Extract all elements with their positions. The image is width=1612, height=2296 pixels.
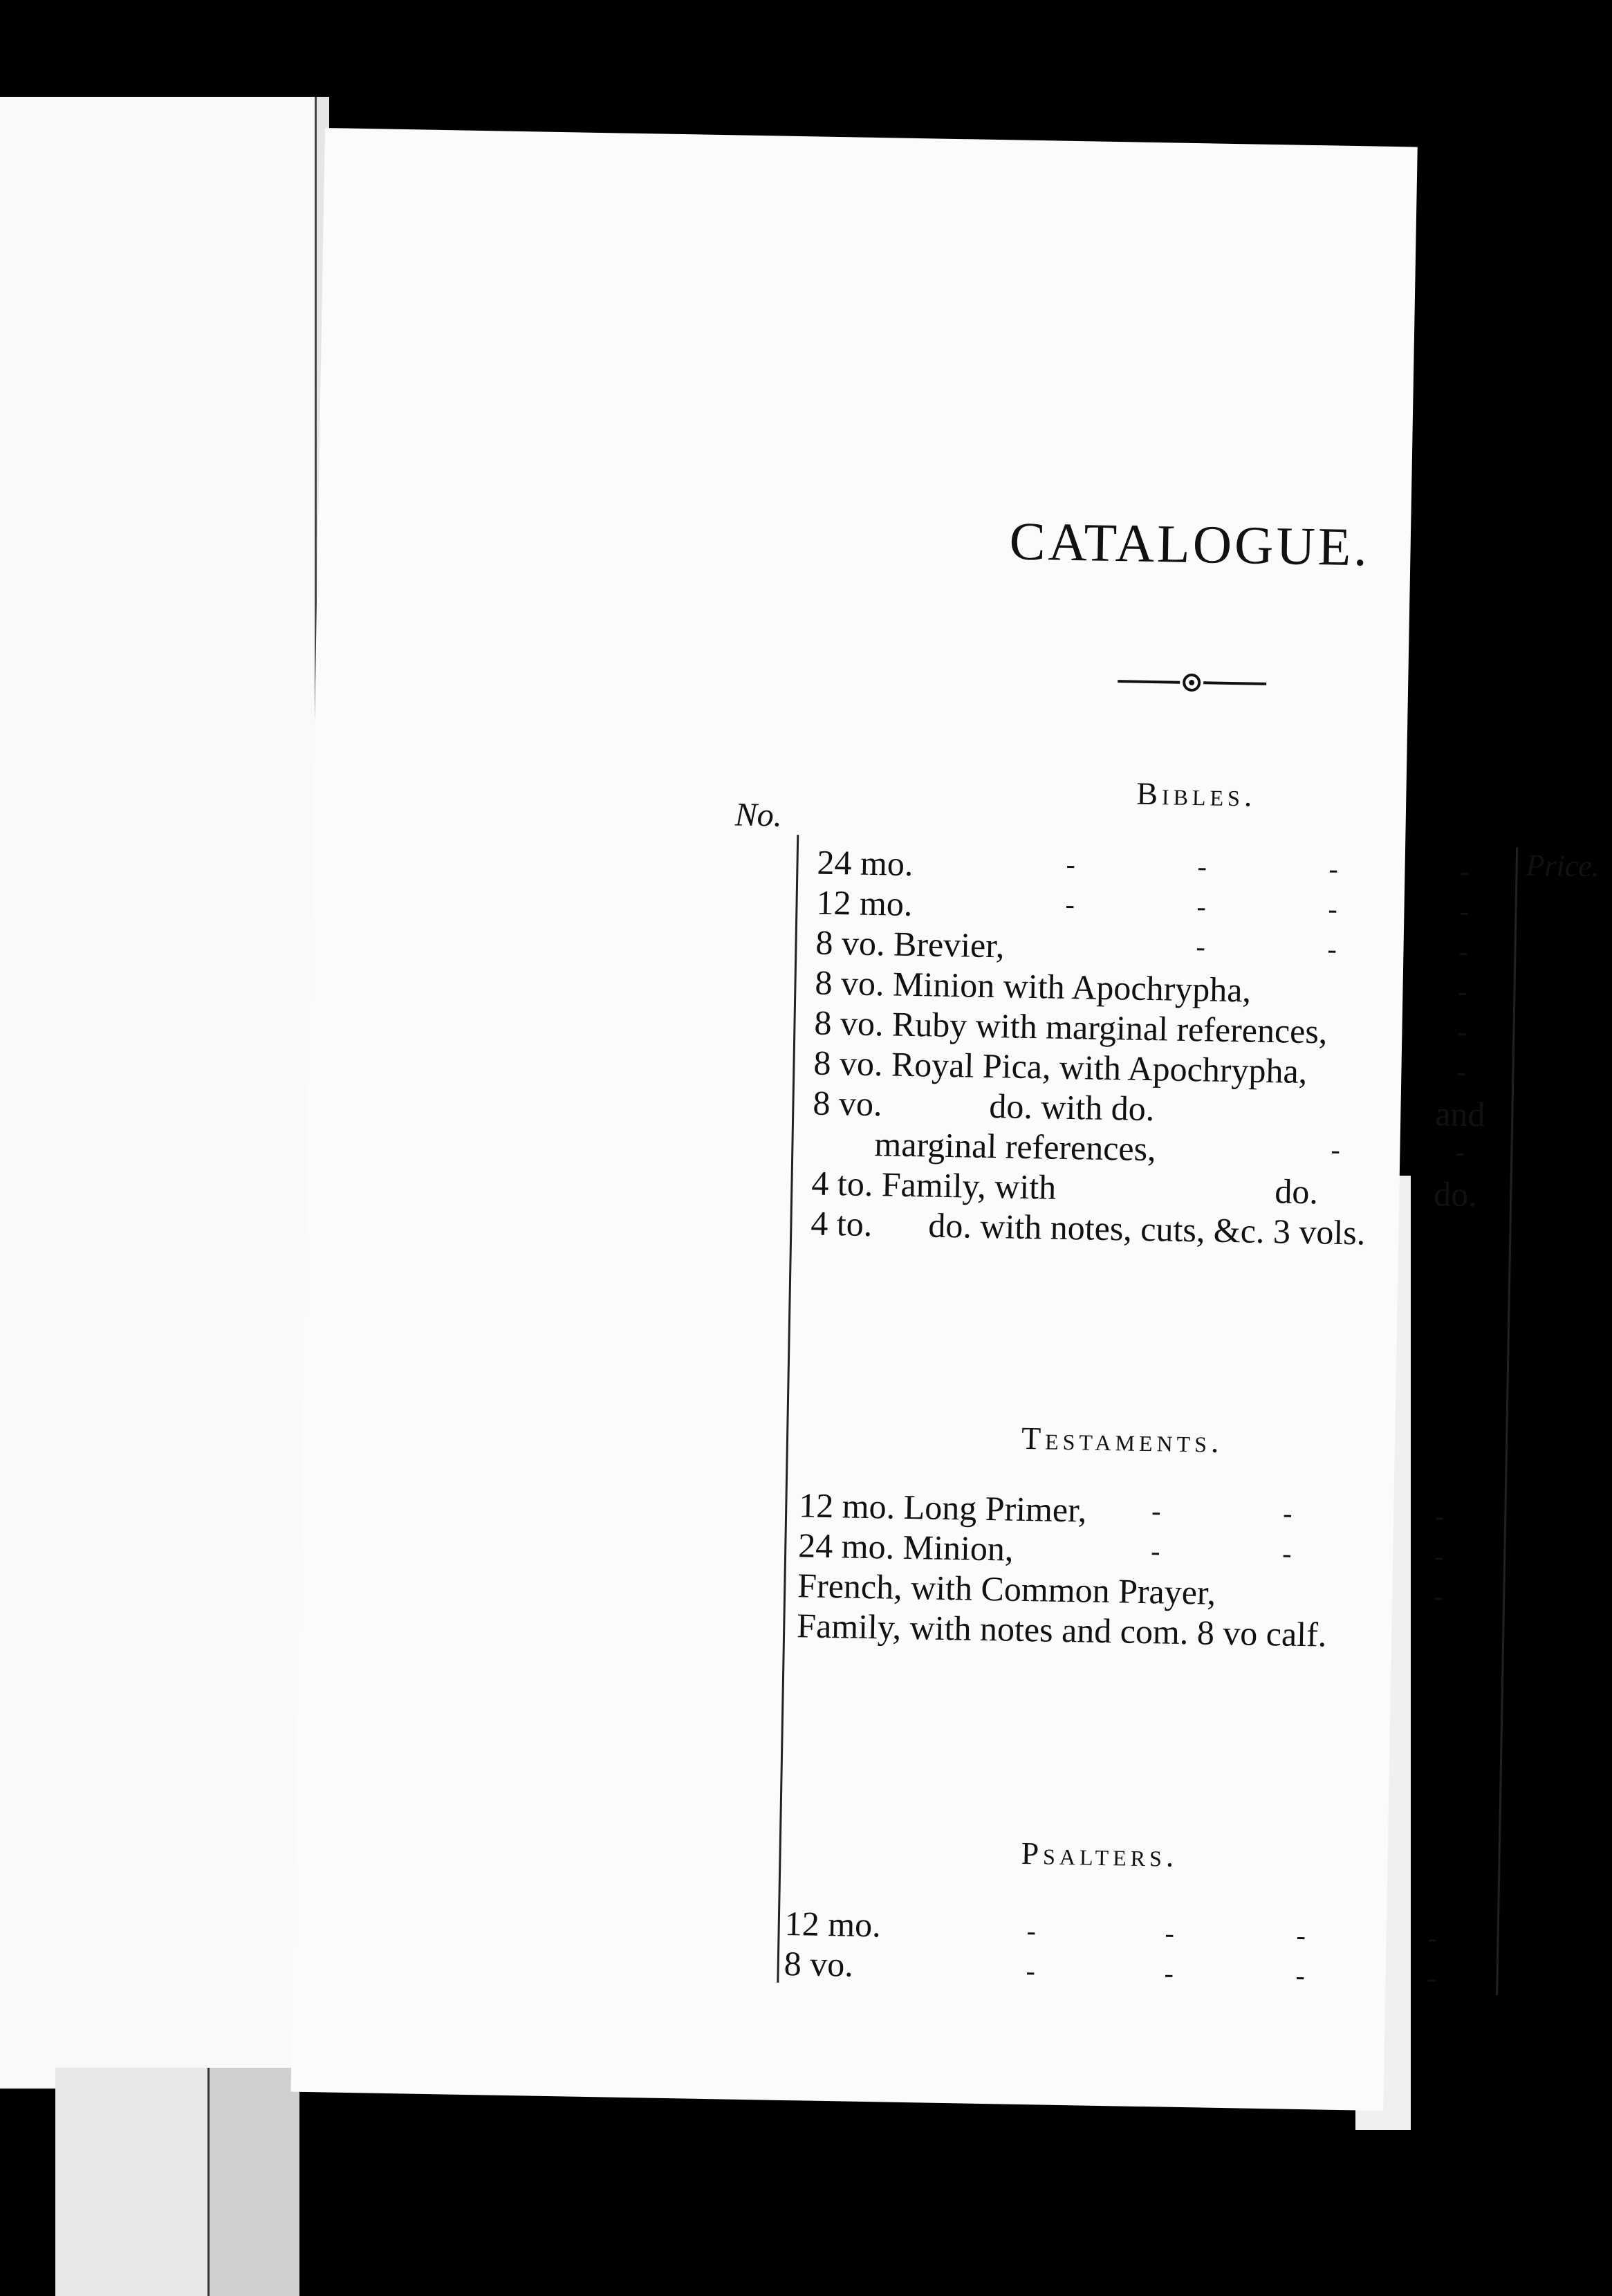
- list-item: 12 mo. Long Primer,: [798, 1485, 1087, 1530]
- left-page: [0, 97, 325, 2089]
- list-item: 12 mo.: [784, 1904, 882, 1945]
- list-item: 8 vo. Royal Pica, with Apochrypha,: [813, 1043, 1308, 1091]
- leader-dash: -: [1327, 933, 1337, 965]
- list-item: 8 vo.: [813, 1083, 882, 1124]
- leader-dash: -: [1150, 1535, 1160, 1567]
- leader-dash: -: [1427, 1922, 1438, 1954]
- left-column-rule: [777, 835, 799, 1983]
- list-item: 12 mo.: [816, 882, 913, 923]
- list-item: 24 mo. Minion,: [797, 1526, 1014, 1568]
- leader-dash: -: [1026, 1915, 1037, 1947]
- list-item: 24 mo.: [817, 842, 914, 884]
- list-item: Family, with notes and com. 8 vo calf.: [796, 1606, 1327, 1654]
- leader-dash: -: [1151, 1495, 1162, 1527]
- leader-dash: -: [1065, 888, 1075, 920]
- ornament-divider-icon: [1118, 664, 1267, 701]
- leader-dash: -: [1427, 1962, 1437, 1994]
- leader-dash: -: [1295, 1959, 1306, 1992]
- leader-dash: -: [1458, 975, 1468, 1008]
- leader-dash: -: [1434, 1500, 1445, 1532]
- list-item: 4 to. Family, with: [810, 1163, 1057, 1207]
- list-item-detail: do. with notes, cuts, &c. 3 vols.: [927, 1205, 1366, 1252]
- leader-dash: -: [1434, 1540, 1444, 1572]
- list-item: 4 to.: [810, 1203, 873, 1244]
- list-item: 8 vo. Ruby with marginal references,: [814, 1003, 1328, 1051]
- leader-dash: -: [1328, 853, 1339, 885]
- list-item-detail: do.: [1274, 1172, 1319, 1212]
- leader-dash: -: [1459, 895, 1470, 927]
- column-header-price: Price.: [1526, 848, 1600, 884]
- list-item: marginal references,: [873, 1124, 1157, 1169]
- leader-dash: -: [1328, 893, 1338, 925]
- list-item: French, with Common Prayer,: [797, 1566, 1216, 1612]
- page-title: CATALOGUE.: [1008, 510, 1371, 577]
- catalogue-page: [290, 128, 1600, 2111]
- binding-spine: [207, 2068, 299, 2296]
- leader-dash: -: [1026, 1955, 1036, 1987]
- leader-dash: -: [1433, 1580, 1443, 1612]
- list-item: 8 vo. Brevier,: [815, 923, 1005, 965]
- leader-dash: -: [1456, 1055, 1467, 1087]
- leader-dash: -: [1164, 1957, 1174, 1989]
- list-item-note: do.: [1433, 1174, 1478, 1214]
- leader-dash: -: [1296, 1919, 1306, 1952]
- leader-dash: -: [1282, 1497, 1293, 1529]
- leader-dash: -: [1196, 931, 1206, 963]
- leader-dash: -: [1066, 848, 1076, 880]
- list-item: 8 vo.: [784, 1943, 854, 1984]
- section-title-psalters: Psalters.: [1021, 1835, 1178, 1873]
- leader-dash: -: [1196, 891, 1207, 923]
- leader-dash: -: [1458, 935, 1469, 968]
- section-title-bibles: Bibles.: [1136, 775, 1257, 813]
- leader-dash: -: [1460, 855, 1470, 887]
- leader-dash: -: [1455, 1136, 1465, 1167]
- right-column-rule: [1496, 847, 1518, 1995]
- leader-dash: -: [1165, 1917, 1175, 1949]
- list-item-note: and: [1434, 1094, 1486, 1134]
- leader-dash: -: [1457, 1015, 1467, 1048]
- list-item: 8 vo. Minion with Apochrypha,: [815, 963, 1252, 1010]
- section-title-testaments: Testaments.: [1021, 1420, 1223, 1459]
- column-header-number: No.: [734, 796, 783, 834]
- leader-dash: -: [1281, 1537, 1292, 1569]
- leader-dash: -: [1197, 851, 1207, 882]
- leader-dash: -: [1331, 1133, 1341, 1165]
- list-item-detail: do. with do.: [988, 1086, 1155, 1129]
